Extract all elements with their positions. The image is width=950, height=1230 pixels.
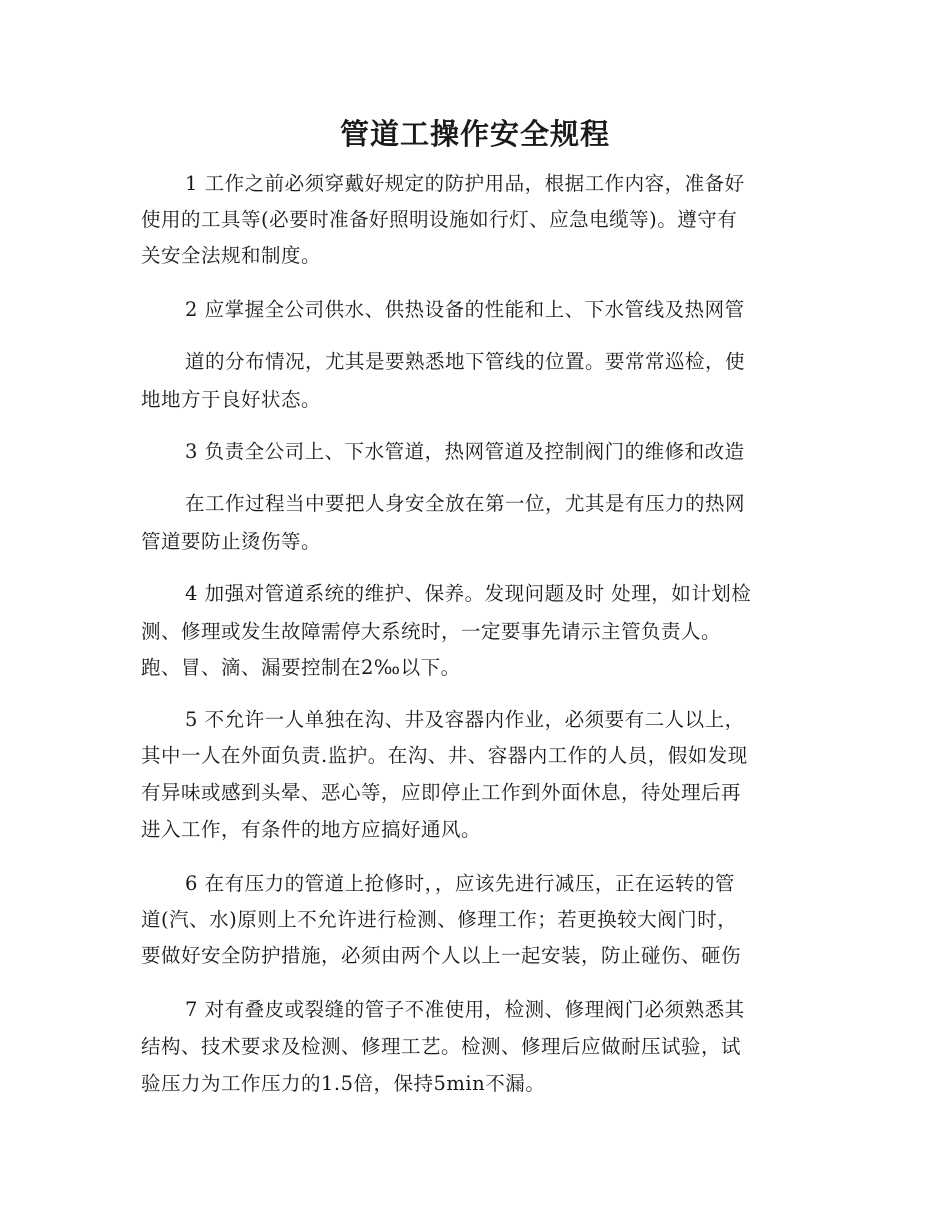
section-2-line-1: 2 应掌握全公司供水、供热设备的性能和上、下水管线及热网管 — [185, 298, 745, 321]
section-6-line-1: 6 在有压力的管道上抢修时，，应该先进行减压，正在运转的管 — [185, 872, 735, 895]
section-3-line-3: 管道要防止烫伤等。 — [141, 530, 322, 553]
section-4-line-1: 4 加强对管道系统的维护、保养。发现问题及时 处理，如计划检 — [185, 582, 752, 605]
section-7-line-3: 验压力为工作压力的1.5倍，保持5min不漏。 — [141, 1072, 546, 1095]
document-title: 管道工操作安全规程 — [339, 117, 610, 151]
section-5-line-4: 进入工作，有条件的地方应搞好通风。 — [141, 818, 482, 841]
section-3-line-1: 3 负责全公司上、下水管道，热网管道及控制阀门的维修和改造 — [185, 440, 745, 463]
section-1-line-2: 使用的工具等(必要时准备好照明设施如行灯、应急电缆等)。遵守有 — [141, 208, 738, 231]
section-6-line-2: 道(汽、水)原则上不允许进行检测、修理工作；若更换较大阀门时， — [141, 908, 738, 931]
section-2-line-3: 地地方于良好状态。 — [141, 388, 322, 411]
section-7-line-2: 结构、技术要求及检测、修理工艺。检测、修理后应做耐压试验，试 — [141, 1035, 742, 1058]
section-5-line-2: 其中一人在外面负责.监护。在沟、井、容器内工作的人员，假如发现 — [141, 744, 748, 767]
section-2-line-2: 道的分布情况，尤其是要熟悉地下管线的位置。要常常巡检，使 — [185, 350, 746, 373]
section-7-line-1: 7 对有叠皮或裂缝的管子不准使用，检测、修理阀门必须熟悉其 — [185, 998, 745, 1021]
section-5-line-1: 5 不允许一人单独在沟、井及容器内作业，必须要有二人以上， — [185, 708, 745, 731]
section-5-line-3: 有异味或感到头晕、恶心等，应即停止工作到外面休息，待处理后再 — [141, 781, 742, 804]
section-1-line-3: 关安全法规和制度。 — [141, 244, 322, 267]
section-3-line-2: 在工作过程当中要把人身安全放在第一位，尤其是有压力的热网 — [185, 492, 746, 515]
section-6-line-3: 要做好安全防护措施，必须由两个人以上一起安装，防止碰伤、砸伤 — [141, 944, 742, 967]
section-4-line-3: 跑、冒、滴、漏要控制在2‰以下。 — [141, 656, 461, 679]
section-1-line-1: 1 工作之前必须穿戴好规定的防护用品，根据工作内容，准备好 — [185, 172, 745, 195]
section-4-line-2: 测、修理或发生故障需停大系统时，一定要事先请示主管负责人。 — [141, 620, 722, 643]
